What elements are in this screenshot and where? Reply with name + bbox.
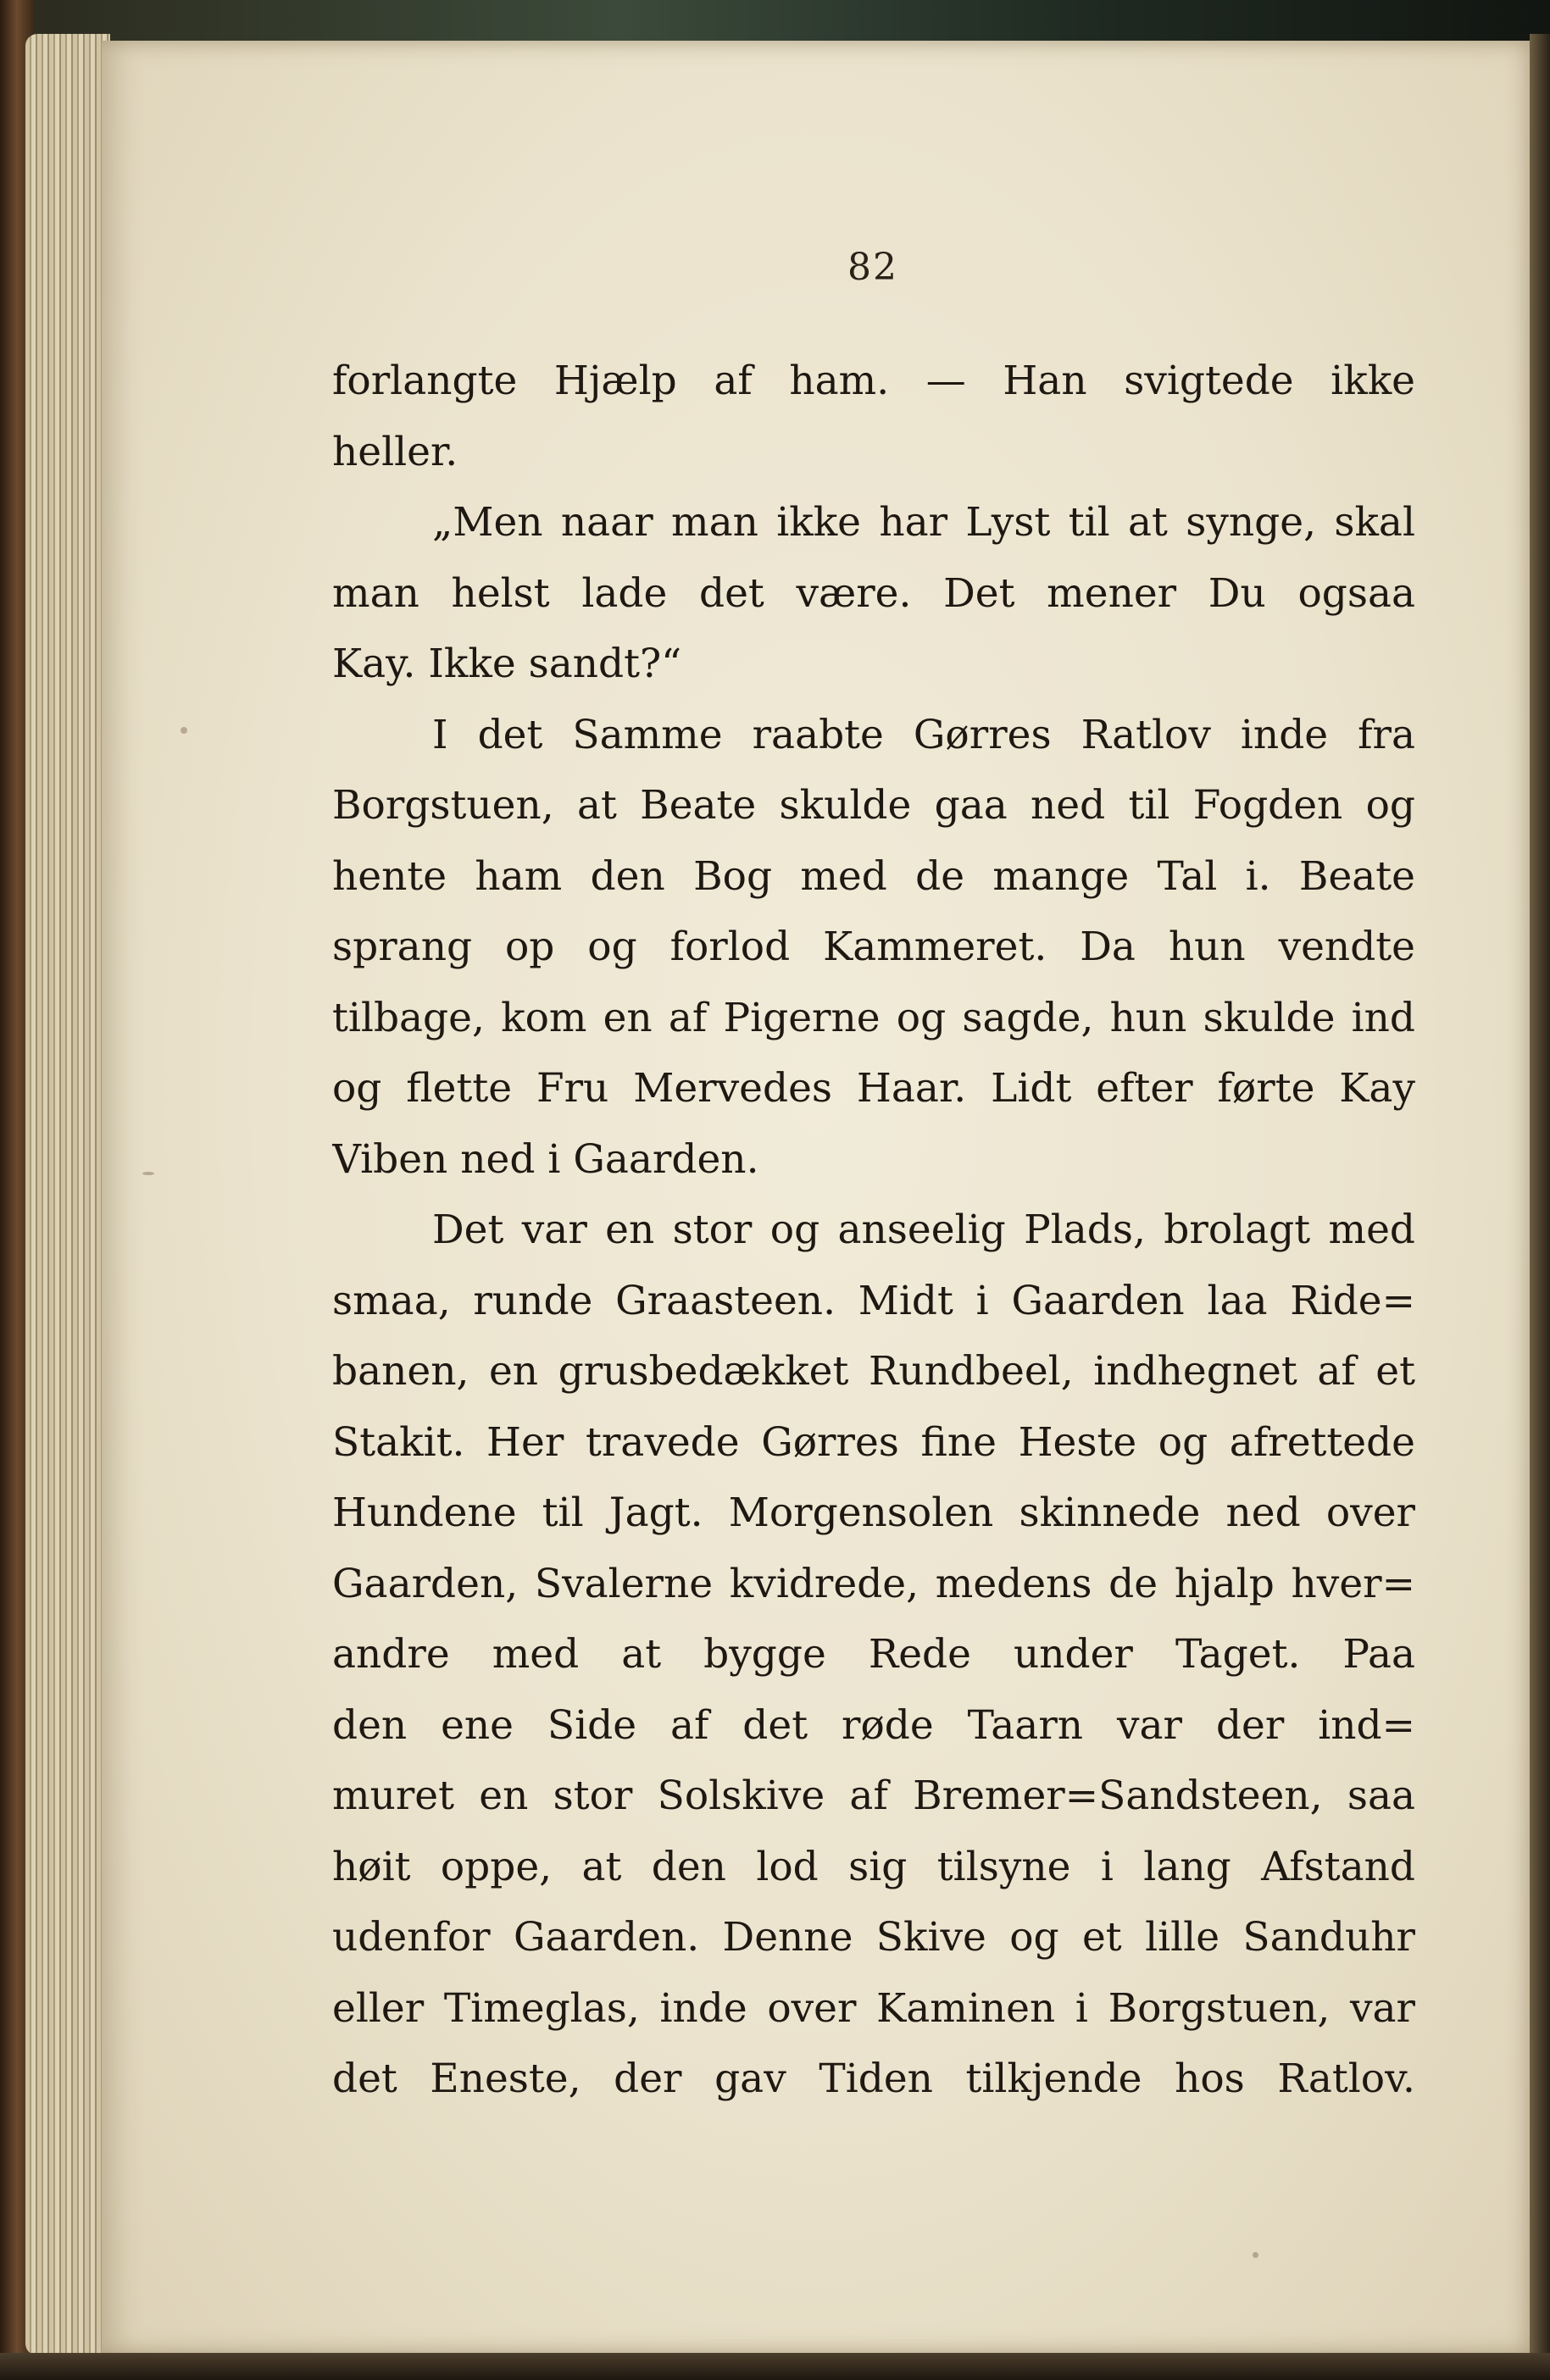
text-line: smaa, runde Graasteen. Midt i Gaarden laa Ride=: [332, 1277, 1415, 1324]
text-line: Kay. Ikke sandt?“: [332, 641, 682, 687]
text-line: heller.: [332, 428, 458, 475]
paper-spot: [181, 727, 187, 734]
text-line: man helst lade det være. Det mener Du ogsaa: [332, 569, 1415, 617]
page-right-edge: [1530, 34, 1550, 2380]
text-line: den ene Side af det røde Taarn var der ind=: [332, 1701, 1415, 1749]
text-line: I det Samme raabte Gørres Ratlov inde fra: [432, 711, 1415, 758]
page-stack-edges: [25, 34, 110, 2355]
text-line: og flette Fru Mervedes Haar. Lidt efter førte Kay: [332, 1065, 1415, 1112]
text-line: Stakit. Her travede Gørres fine Heste og afrettede: [332, 1418, 1415, 1466]
text-line: det Eneste, der gav Tiden tilkjende hos Ratlov.: [332, 2055, 1415, 2102]
text-line: muret en stor Solskive af Bremer=Sandsteen, saa: [332, 1773, 1415, 1819]
text-line: eller Timeglas, inde over Kaminen i Borgstuen, var: [332, 1984, 1415, 2032]
text-line: „Men naar man ikke har Lyst til at synge, skal: [432, 499, 1415, 546]
text-line: høit oppe, at den lod sig tilsyne i lang Afstand: [332, 1843, 1415, 1890]
text-line: Viben ned i Gaarden.: [332, 1135, 759, 1183]
text-line: udenfor Gaarden. Denne Skive og et lille Sanduhr: [332, 1914, 1415, 1961]
text-line: andre med at bygge Rede under Taget. Paa: [332, 1631, 1415, 1678]
paper-spot: [142, 1172, 154, 1175]
text-line: sprang op og forlod Kammeret. Da hun vendte: [332, 924, 1415, 970]
page-number: 82: [847, 246, 898, 289]
text-line: Borgstuen, at Beate skulde gaa ned til Fogden og: [332, 782, 1415, 829]
page-bottom-edge: [0, 2353, 1550, 2380]
paper-spot: [1253, 2252, 1258, 2258]
text-line: forlangte Hjælp af ham. — Han svigtede ikke: [332, 358, 1415, 404]
body-text: [332, 346, 1415, 2115]
text-line: banen, en grusbedækket Rundbeel, indhegnet af et: [332, 1348, 1415, 1395]
text-line: Det var en stor og anseelig Plads, brolagt med: [432, 1207, 1415, 1253]
text-line: hente ham den Bog med de mange Tal i. Beate: [332, 852, 1415, 900]
text-line: Hundene til Jagt. Morgensolen skinnede ned over: [332, 1490, 1415, 1536]
text-line: tilbage, kom en af Pigerne og sagde, hun skulde ind: [332, 994, 1415, 1041]
text-line: Gaarden, Svalerne kvidrede, medens de hjalp hver=: [332, 1560, 1415, 1607]
